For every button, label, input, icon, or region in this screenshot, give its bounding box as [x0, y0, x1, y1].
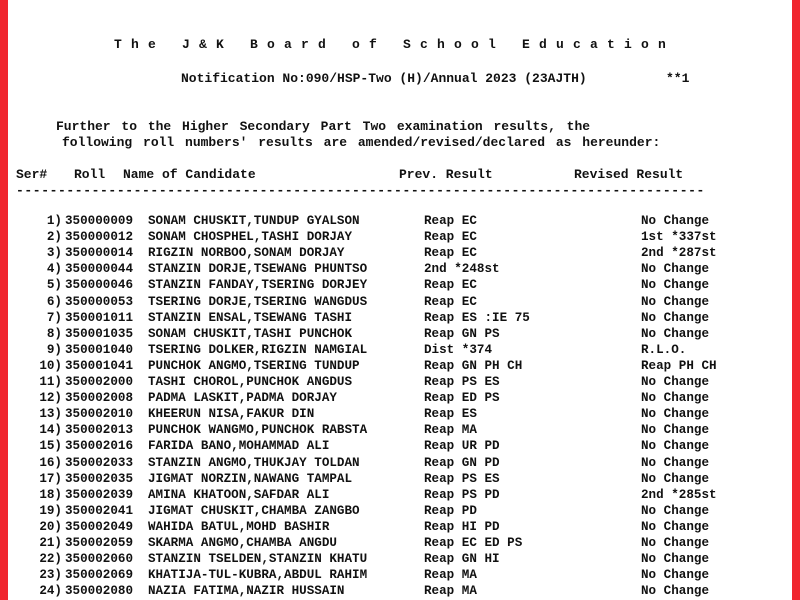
- previous-result: Reap EC ED PS: [424, 536, 523, 550]
- roll-number: 350001011: [65, 310, 134, 325]
- roll-number: 350002041: [65, 503, 134, 518]
- roll-number: 350002033: [65, 455, 134, 470]
- revised-result: No Change: [641, 536, 710, 550]
- header-ser: Ser#: [16, 167, 48, 182]
- revised-result: No Change: [641, 423, 710, 438]
- candidate-name: STANZIN ENSAL,TSEWANG TASHI: [148, 310, 353, 325]
- candidate-name: STANZIN DORJE,TSEWANG PHUNTSO: [148, 262, 368, 277]
- serial-number: 6): [46, 294, 62, 309]
- candidate-name: STANZIN ANGMO,THUKJAY TOLDAN: [148, 455, 360, 470]
- header-divider: ----------------------------------------------------------------------------------: [16, 183, 705, 198]
- header-name: Name of Candidate: [123, 167, 256, 182]
- previous-result: Reap ES :IE 75: [424, 310, 530, 325]
- candidate-name: FARIDA BANO,MOHAMMAD ALI: [148, 439, 330, 454]
- revised-result: No Change: [641, 455, 710, 470]
- roll-number: 350002069: [65, 568, 134, 583]
- roll-number: 350002049: [65, 519, 134, 534]
- result-row: [8, 230, 792, 246]
- serial-number: 23): [39, 568, 62, 583]
- revised-result: Reap PH CH: [641, 358, 717, 373]
- candidate-name: PUNCHOK WANGMO,PUNCHOK RABSTA: [148, 423, 368, 438]
- serial-number: 12): [39, 391, 62, 406]
- result-row: [8, 472, 792, 488]
- result-row: [8, 311, 792, 327]
- result-row: [8, 456, 792, 472]
- candidate-name: PADMA LASKIT,PADMA DORJAY: [148, 391, 337, 406]
- intro-line-1: Further to the Higher Secondary Part Two examination results, the: [56, 119, 591, 134]
- result-row: [8, 407, 792, 423]
- header-roll: Roll: [74, 167, 106, 182]
- roll-number: 350002000: [65, 375, 134, 389]
- revised-result: No Change: [641, 214, 710, 228]
- roll-number: 350001035: [65, 326, 134, 341]
- serial-number: 20): [39, 519, 62, 534]
- roll-number: 350000053: [65, 294, 134, 309]
- previous-result: 2nd *248st: [424, 262, 500, 277]
- result-row: [8, 295, 792, 311]
- result-row: [8, 504, 792, 520]
- result-row: [8, 488, 792, 504]
- revised-result: 2nd *287st: [641, 246, 717, 261]
- revised-result: No Change: [641, 519, 710, 534]
- previous-result: Reap PS ES: [424, 471, 500, 486]
- serial-number: 4): [46, 262, 62, 277]
- intro-line-2: following roll numbers' results are amended/revised/declared as hereunder:: [62, 135, 661, 150]
- candidate-name: SONAM CHUSKIT,TUNDUP GYALSON: [148, 214, 360, 228]
- previous-result: Reap EC: [424, 246, 477, 261]
- candidate-name: TSERING DOLKER,RIGZIN NAMGIAL: [148, 342, 368, 357]
- roll-number: 350002013: [65, 423, 134, 438]
- serial-number: 7): [46, 310, 62, 325]
- roll-number: 350000046: [65, 278, 134, 293]
- previous-result: Reap HI PD: [424, 519, 500, 534]
- result-row: [8, 391, 792, 407]
- serial-number: 14): [39, 423, 62, 438]
- serial-number: 16): [39, 455, 62, 470]
- candidate-name: KHEERUN NISA,FAKUR DIN: [148, 407, 315, 422]
- candidate-name: SKARMA ANGMO,CHAMBA ANGDU: [148, 536, 337, 550]
- candidate-name: PUNCHOK ANGMO,TSERING TUNDUP: [148, 358, 360, 373]
- candidate-name: NAZIA FATIMA,NAZIR HUSSAIN: [148, 584, 345, 599]
- candidate-name: TASHI CHOROL,PUNCHOK ANGDUS: [148, 375, 353, 389]
- result-row: [8, 536, 792, 552]
- revised-result: No Change: [641, 471, 710, 486]
- serial-number: 11): [39, 375, 62, 389]
- candidate-name: STANZIN TSELDEN,STANZIN KHATU: [148, 552, 368, 567]
- serial-number: 24): [39, 584, 62, 599]
- roll-number: 350001041: [65, 358, 134, 373]
- candidate-name: RIGZIN NORBOO,SONAM DORJAY: [148, 246, 345, 261]
- candidate-name: WAHIDA BATUL,MOHD BASHIR: [148, 519, 330, 534]
- revised-result: No Change: [641, 568, 710, 583]
- previous-result: Reap EC: [424, 214, 477, 228]
- roll-number: 350001040: [65, 342, 134, 357]
- serial-number: 10): [39, 358, 62, 373]
- revised-result: No Change: [641, 310, 710, 325]
- result-row: [8, 584, 792, 600]
- candidate-name: JIGMAT NORZIN,NAWANG TAMPAL: [148, 471, 353, 486]
- previous-result: Reap EC: [424, 278, 477, 293]
- serial-number: 5): [46, 278, 62, 293]
- candidate-name: STANZIN FANDAY,TSERING DORJEY: [148, 278, 368, 293]
- previous-result: Reap UR PD: [424, 439, 500, 454]
- revised-result: No Change: [641, 439, 710, 454]
- header-revised-result: Revised Result: [574, 167, 684, 182]
- revised-result: R.L.O.: [641, 342, 687, 357]
- candidate-name: SONAM CHOSPHEL,TASHI DORJAY: [148, 230, 353, 245]
- serial-number: 21): [39, 536, 62, 550]
- serial-number: 17): [39, 471, 62, 486]
- result-row: [8, 552, 792, 568]
- roll-number: 350002060: [65, 552, 134, 567]
- candidate-name: JIGMAT CHUSKIT,CHAMBA ZANGBO: [148, 503, 360, 518]
- previous-result: Reap MA: [424, 584, 477, 599]
- header-prev-result: Prev. Result: [399, 167, 493, 182]
- roll-number: 350002035: [65, 471, 134, 486]
- roll-number: 350000044: [65, 262, 134, 277]
- result-row: [8, 246, 792, 262]
- revised-result: No Change: [641, 375, 710, 389]
- previous-result: Reap ED PS: [424, 391, 500, 406]
- result-row: [8, 343, 792, 359]
- serial-number: 22): [39, 552, 62, 567]
- serial-number: 3): [46, 246, 62, 261]
- roll-number: 350002010: [65, 407, 134, 422]
- previous-result: Reap EC: [424, 294, 477, 309]
- serial-number: 2): [46, 230, 62, 245]
- revised-result: No Change: [641, 262, 710, 277]
- roll-number: 350000012: [65, 230, 134, 245]
- notification-number: Notification No:090/HSP-Two (H)/Annual 2023 (23AJTH): [181, 71, 587, 86]
- board-title: The J&K Board of School Education: [114, 37, 676, 52]
- previous-result: Reap GN PS: [424, 326, 500, 341]
- revised-result: No Change: [641, 294, 710, 309]
- roll-number: 350002080: [65, 584, 134, 599]
- notification-sheet: [8, 0, 792, 600]
- result-row: [8, 423, 792, 439]
- revised-result: 2nd *285st: [641, 487, 717, 502]
- candidate-name: TSERING DORJE,TSERING WANGDUS: [148, 294, 368, 309]
- result-row: [8, 262, 792, 278]
- roll-number: 350000009: [65, 214, 134, 228]
- result-row: [8, 568, 792, 584]
- previous-result: Reap PD: [424, 503, 477, 518]
- revised-result: No Change: [641, 391, 710, 406]
- candidate-name: KHATIJA-TUL-KUBRA,ABDUL RAHIM: [148, 568, 368, 583]
- revised-result: No Change: [641, 407, 710, 422]
- revised-result: No Change: [641, 326, 710, 341]
- revised-result: No Change: [641, 278, 710, 293]
- previous-result: Reap GN PH CH: [424, 358, 523, 373]
- page-mark: **1: [666, 71, 690, 86]
- previous-result: Reap ES: [424, 407, 477, 422]
- roll-number: 350002008: [65, 391, 134, 406]
- serial-number: 9): [46, 342, 62, 357]
- previous-result: Reap PS ES: [424, 375, 500, 389]
- candidate-name: SONAM CHUSKIT,TASHI PUNCHOK: [148, 326, 353, 341]
- roll-number: 350002039: [65, 487, 134, 502]
- serial-number: 18): [39, 487, 62, 502]
- revised-result: No Change: [641, 503, 710, 518]
- result-row: [8, 439, 792, 455]
- result-row: [8, 327, 792, 343]
- revised-result: No Change: [641, 584, 710, 599]
- previous-result: Reap GN HI: [424, 552, 500, 567]
- result-row: [8, 278, 792, 294]
- candidate-name: AMINA KHATOON,SAFDAR ALI: [148, 487, 330, 502]
- roll-number: 350002059: [65, 536, 134, 550]
- result-row: [8, 375, 792, 391]
- serial-number: 15): [39, 439, 62, 454]
- result-row: [8, 214, 792, 230]
- previous-result: Dist *374: [424, 342, 493, 357]
- roll-number: 350000014: [65, 246, 134, 261]
- serial-number: 1): [46, 214, 62, 228]
- roll-number: 350002016: [65, 439, 134, 454]
- revised-result: 1st *337st: [641, 230, 717, 245]
- previous-result: Reap PS PD: [424, 487, 500, 502]
- previous-result: Reap MA: [424, 423, 477, 438]
- previous-result: Reap MA: [424, 568, 477, 583]
- previous-result: Reap GN PD: [424, 455, 500, 470]
- result-row: [8, 520, 792, 536]
- serial-number: 13): [39, 407, 62, 422]
- previous-result: Reap EC: [424, 230, 477, 245]
- serial-number: 19): [39, 503, 62, 518]
- result-row: [8, 359, 792, 375]
- revised-result: No Change: [641, 552, 710, 567]
- serial-number: 8): [46, 326, 62, 341]
